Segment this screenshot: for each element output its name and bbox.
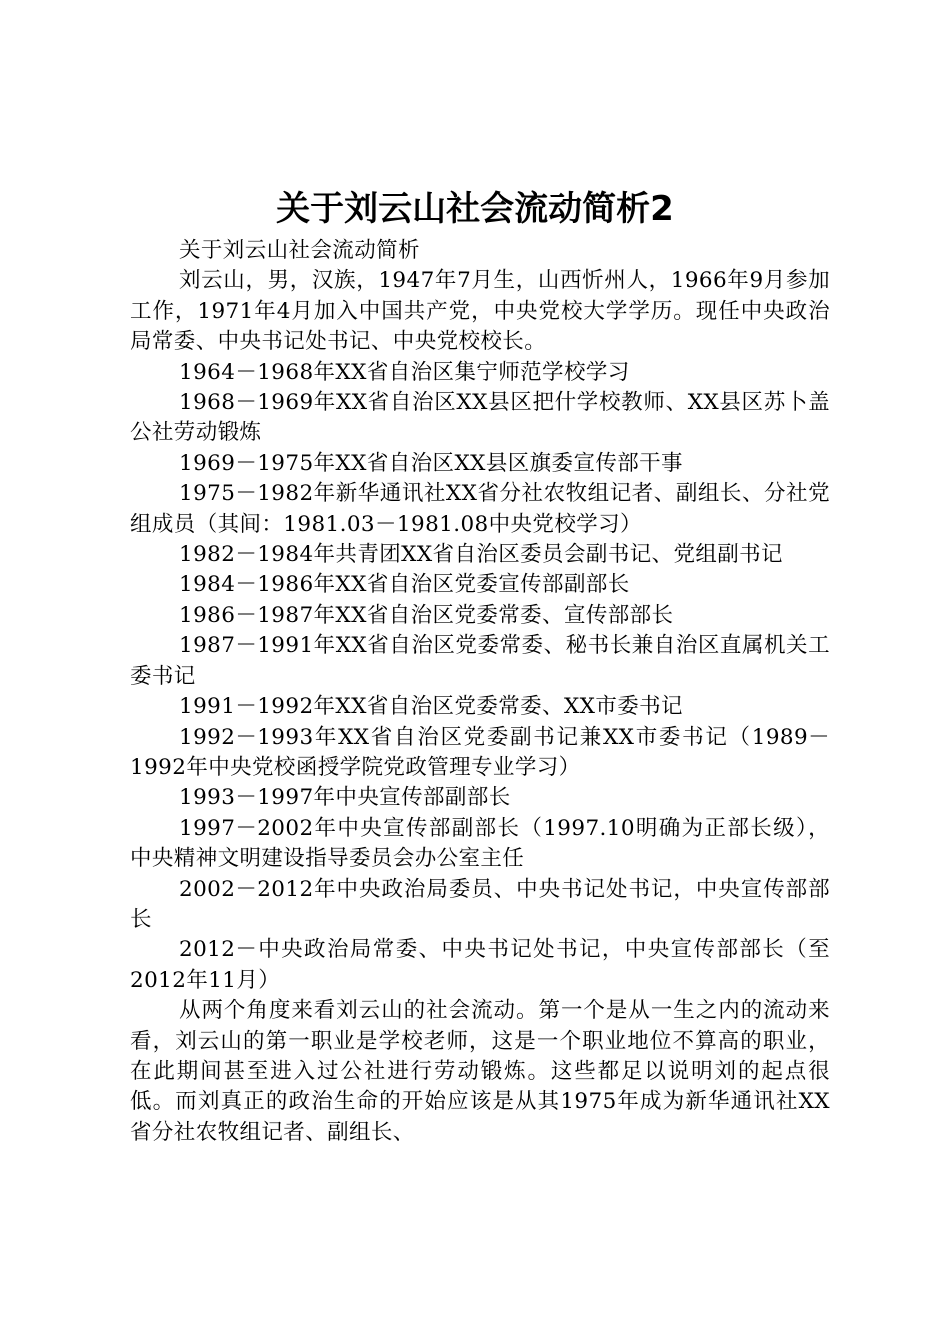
paragraph-career-1975: 1975－1982年新华通讯社XX省分社农牧组记者、副组长、分社党组成员（其间：1981.03－1981.08中央党校学习） — [130, 481, 830, 537]
paragraph-career-1993: 1993－1997年中央宣传部副部长 — [179, 785, 511, 811]
document-body — [130, 236, 830, 1148]
paragraph-profile: 刘云山，男，汉族，1947年7月生，山西忻州人，1966年9月参加工作，1971年4月加入中国共产党，中央党校大学学历。现任中央政治局常委、中央书记处书记、中央党校校长。 — [130, 268, 830, 355]
paragraph-career-2002: 2002－2012年中央政治局委员、中央书记处书记，中央宣传部部长 — [130, 876, 830, 932]
paragraph-career-1997: 1997－2002年中央宣传部副部长（1997.10明确为正部长级），中央精神文明建设指导委员会办公室主任 — [130, 815, 830, 872]
paragraph-career-1991: 1991－1992年XX省自治区党委常委、XX市委书记 — [179, 694, 683, 720]
paragraph-career-1982: 1982－1984年共青团XX省自治区委员会副书记、党组副书记 — [179, 542, 783, 568]
paragraph-career-1992: 1992－1993年XX省自治区党委副书记兼XX市委书记（1989－1992年中央党校函授学院党政管理专业学习） — [130, 724, 830, 780]
paragraph-career-1968: 1968－1969年XX省自治区XX县区把什学校教师、XX县区苏卜盖公社劳动锻炼 — [130, 390, 830, 446]
paragraph-career-2012: 2012－中央政治局常委、中央书记处书记，中央宣传部部长（至2012年11月） — [130, 937, 830, 993]
paragraph-analysis: 从两个角度来看刘云山的社会流动。第一个是从一生之内的流动来看，刘云山的第一职业是学校老师，这是一个职业地位不算高的职业，在此期间甚至进入过公社进行劳动锻炼。这些都足以说明刘的起点很低。而刘真正的政治生命的开始应该是从其1975年成为新华通讯社XX省分社农牧组记者、副组长、 — [130, 998, 830, 1145]
document-title: 关于刘云山社会流动简析2 — [276, 189, 674, 229]
paragraph-career-1969: 1969－1975年XX省自治区XX县区旗委宣传部干事 — [179, 450, 683, 476]
paragraph-career-1987: 1987－1991年XX省自治区党委常委、秘书长兼自治区直属机关工委书记 — [130, 633, 830, 689]
paragraph-career-1986: 1986－1987年XX省自治区党委常委、宣传部部长 — [179, 602, 674, 628]
paragraph-career-1964: 1964－1968年XX省自治区集宁师范学校学习 — [179, 359, 630, 385]
paragraph-career-1984: 1984－1986年XX省自治区党委宣传部副部长 — [179, 572, 630, 598]
paragraph-subtitle: 关于刘云山社会流动简析 — [179, 238, 420, 263]
